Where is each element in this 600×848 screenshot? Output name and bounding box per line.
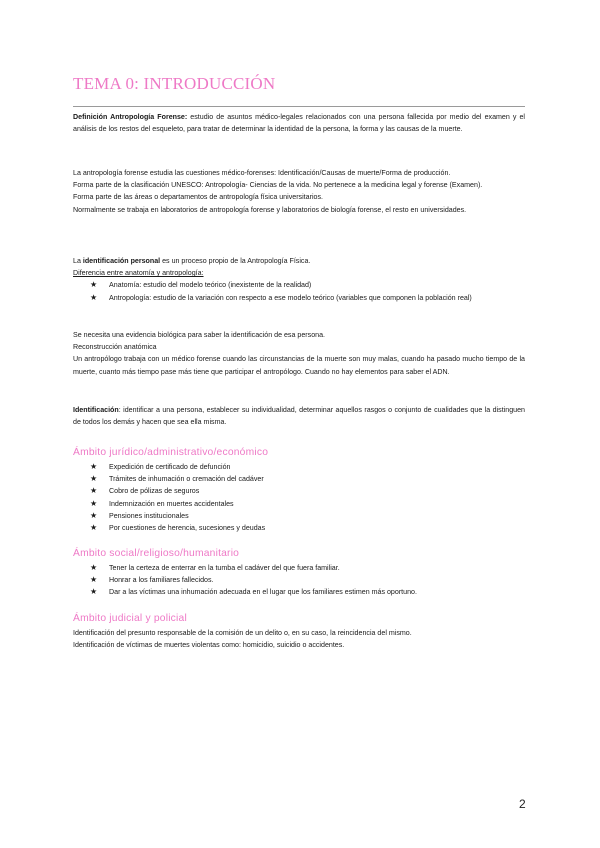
list-item xyxy=(73,574,525,586)
definition-paragraph xyxy=(73,111,525,135)
star-bullet-icon: ★ xyxy=(90,474,98,484)
paragraph: Identificación del presunto responsable de la comisión de un delito o, en su caso, la reincidencia del mismo. xyxy=(73,629,412,637)
juridico-list xyxy=(73,461,525,534)
paragraph: Se necesita una evidencia biológica para saber la identificación de esa persona. xyxy=(73,331,325,339)
identificacion-term: Identificación xyxy=(73,406,119,414)
section-heading-social: Ámbito social/religioso/humanitario xyxy=(73,548,240,559)
star-bullet-icon: ★ xyxy=(90,563,98,572)
list-item-text: Dar a las víctimas una inhumación adecuada en el lugar que los familiares estimen más oportuno. xyxy=(109,588,417,597)
list-item xyxy=(73,562,525,574)
identification-suffix: es un proceso propio de la Antropología Física. xyxy=(160,257,311,265)
evidence-paragraphs xyxy=(73,329,525,378)
list-item xyxy=(73,292,525,304)
social-list xyxy=(73,562,525,599)
list-item xyxy=(73,461,525,473)
page-number: 2 xyxy=(519,797,526,811)
section-heading-judicial: Ámbito judicial y policial xyxy=(73,613,187,624)
list-item xyxy=(73,522,525,534)
section-heading-juridico: Ámbito jurídico/administrativo/económico xyxy=(73,447,269,458)
list-item-text: Honrar a los familiares fallecidos. xyxy=(109,576,214,585)
intro-paragraphs xyxy=(73,167,525,216)
list-item-text: Cobro de pólizas de seguros xyxy=(109,487,200,496)
star-bullet-icon: ★ xyxy=(90,587,98,597)
list-item xyxy=(73,279,525,291)
judicial-lines xyxy=(73,627,525,651)
list-item-text: Por cuestiones de herencia, sucesiones y deudas xyxy=(109,524,266,533)
list-item-text: Pensiones institucionales xyxy=(109,511,189,520)
paragraph: Forma parte de las áreas o departamentos de antropología física universitarios. xyxy=(73,193,323,202)
paragraph: Identificación de víctimas de muertes violentas como: homicidio, suicidio o accidentes. xyxy=(73,641,345,650)
definition-text: estudio de asuntos médico-legales relacionados con una persona fallecida por medio del examen y el análisis de los restos del esqueleto, para tratar de determinar la identidad de la persona, la forma y las causas de la muerte. xyxy=(73,113,526,134)
difference-label: Diferencia entre anatomía y antropología: xyxy=(73,269,204,278)
identificacion-paragraph xyxy=(73,404,525,428)
list-item-text: Anatomía: estudio del modelo teórico (inexistente de la realidad) xyxy=(109,281,312,290)
star-bullet-icon: ★ xyxy=(90,280,98,290)
list-item xyxy=(73,510,525,522)
definition-term: Definición Antropología Forense: xyxy=(73,113,188,121)
star-bullet-icon: ★ xyxy=(90,462,98,471)
paragraph: Un antropólogo trabaja con un médico forense cuando las circunstancias de la muerte son muy malas, cuando ha pasado mucho tiempo de la muerte, cuanto más tiempo pase más tiene que participar el antropólogo. Cuando no hay elementos para saber el ADN. xyxy=(73,355,525,376)
social-list-block xyxy=(73,562,525,599)
star-bullet-icon: ★ xyxy=(90,486,98,496)
identification-block xyxy=(73,255,525,304)
star-bullet-icon: ★ xyxy=(90,575,98,585)
star-bullet-icon: ★ xyxy=(90,498,98,508)
paragraph: Normalmente se trabaja en laboratorios de antropología forense y laboratorios de biología forense, el resto en universidades. xyxy=(73,205,467,214)
star-bullet-icon: ★ xyxy=(90,523,98,533)
star-bullet-icon: ★ xyxy=(90,510,98,520)
page-title: TEMA 0: INTRODUCCIÓN xyxy=(73,74,276,93)
list-item xyxy=(73,473,525,485)
paragraph: Reconstrucción anatómica xyxy=(73,343,157,352)
identification-term: identificación personal xyxy=(82,257,161,265)
list-item-text: Antropología: estudio de la variación con respecto a ese modelo teórico (variables que componen la población real) xyxy=(109,293,472,302)
list-item-text: Tener la certeza de enterrar en la tumba el cadáver del que fuera familiar. xyxy=(109,564,340,572)
paragraph: La antropología forense estudia las cuestiones médico-forenses: Identificación/Causas de muerte/Forma de producción. xyxy=(73,169,451,177)
title-divider xyxy=(73,106,525,107)
star-bullet-icon: ★ xyxy=(90,292,98,302)
identificacion-text: : identificar a una persona, establecer su individualidad, determinar aquellos rasgos o conjunto de cualidades que la distinguen de todos los demás y hacen que sea ella misma. xyxy=(73,406,525,427)
list-item xyxy=(73,586,525,598)
paragraph: Forma parte de la clasificación UNESCO: Antropología- Ciencias de la vida. No pertenece a la medicina legal y forense (Examen). xyxy=(73,181,483,190)
list-item xyxy=(73,485,525,497)
list-item-text: Trámites de inhumación o cremación del cadáver xyxy=(109,475,264,484)
juridico-list-block xyxy=(73,461,525,534)
difference-list xyxy=(73,279,525,303)
list-item-text: Expedición de certificado de defunción xyxy=(109,463,231,471)
identification-prefix: La xyxy=(73,257,83,265)
list-item xyxy=(73,498,525,510)
list-item-text: Indemnización en muertes accidentales xyxy=(109,499,234,508)
